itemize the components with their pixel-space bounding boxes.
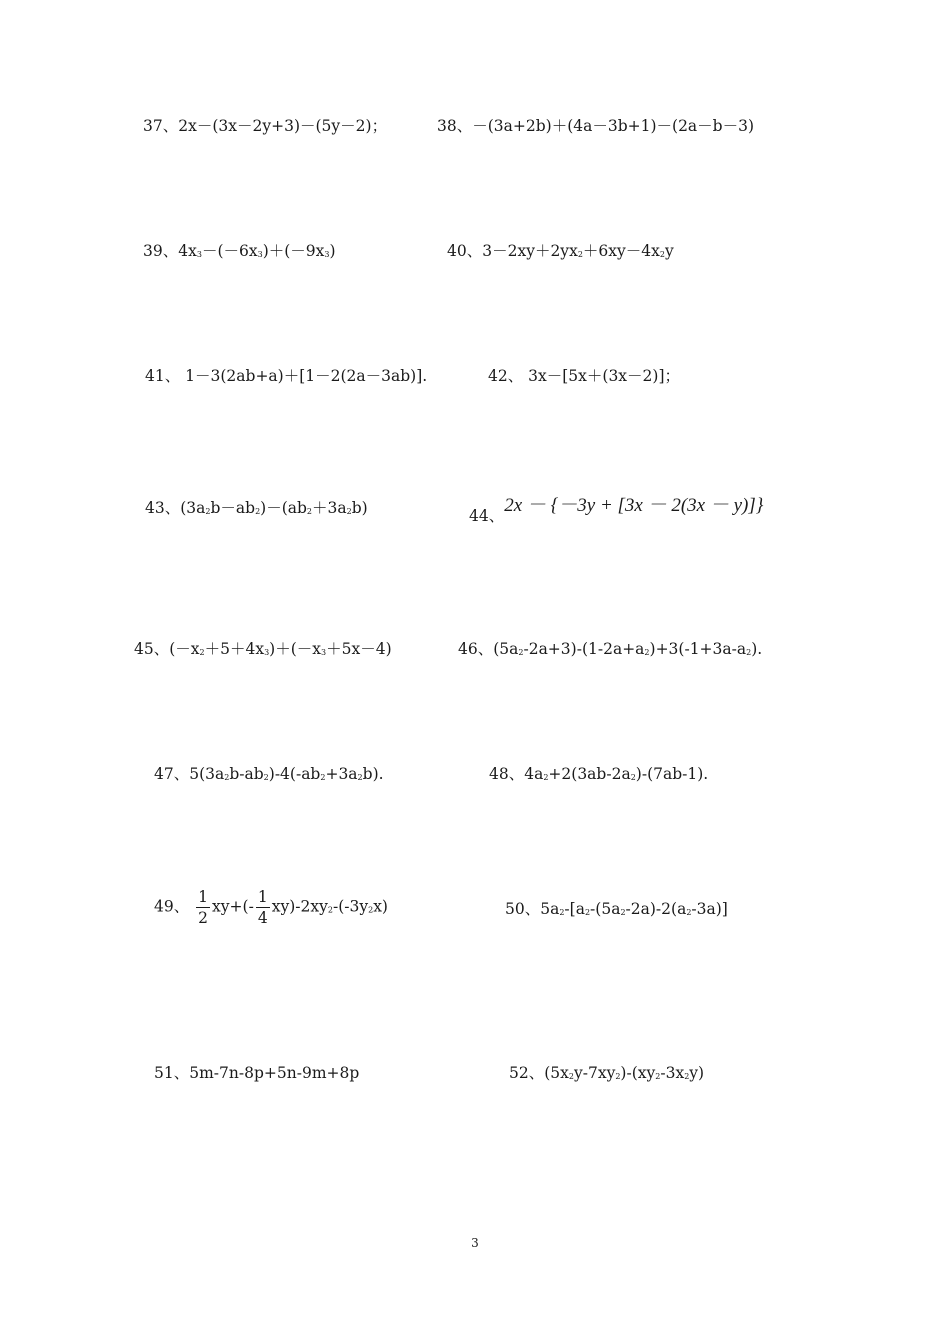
- page-number: 3: [471, 1236, 479, 1250]
- problem-47: 47、$5(3a_2b-ab_2)-4(-ab_2+3a_2b)$.: [154, 765, 384, 783]
- problem-39: 39、$4x_3-(-6x_3)+(-9x_3)$: [143, 242, 336, 260]
- problem-37: 37、2x－(3x－2y+3)－(5y－2)；: [143, 117, 388, 135]
- problem-46: 46、$(5a_2-2a+3)-(1-2a+a_2)+3(-1+3a-a_2)$.: [458, 640, 763, 658]
- problem-49: 49、 $\frac{1}{2}$ xy+(- $\frac{1}{4}$ $xy)-2xy_2-(-3y_2x)$: [154, 888, 388, 927]
- problem-38: 38、－(3a+2b)＋(4a－3b+1)－(2a－b－3): [437, 117, 755, 135]
- problem-50: 50、$5a_2-[a_2-(5a_2-2a)-2(a_2-3a)]$: [505, 900, 728, 918]
- problem-41: 41、 1－3(2ab+a)＋[1－2(2a－3ab)].: [145, 367, 428, 385]
- problem-52: 52、$(5x_2y-7xy_2)-(xy_2-3x_2y)$: [509, 1064, 705, 1082]
- problem-43: 43、$(3a_2b-ab_2)-(ab_2+3a_2b)$: [145, 499, 368, 517]
- problem-45: 45、$(-x_2+5+4x_3)+(-x_3+5x-4)$: [134, 640, 392, 658]
- problem-40: 40、$3-2xy+2yx_2+6xy-4x_2y$: [447, 242, 674, 260]
- problem-42: 42、 3x－[5x＋(3x－2)]；: [488, 367, 681, 385]
- fraction-one-half: $\frac{1}{2}$: [198, 888, 209, 927]
- problem-44-expression: 2x － {－3y + [3x － 2(3x － y)]}: [504, 495, 764, 516]
- problem-48: 48、$4a_2+2(3ab-2a_2)-(7ab-1)$.: [489, 765, 709, 783]
- problem-51: 51、5m-7n-8p+5n-9m+8p: [154, 1064, 360, 1082]
- problem-44: 44、2x － {－3y + [3x － 2(3x － y)]}: [469, 495, 764, 525]
- fraction-one-quarter: $\frac{1}{4}$: [257, 888, 268, 927]
